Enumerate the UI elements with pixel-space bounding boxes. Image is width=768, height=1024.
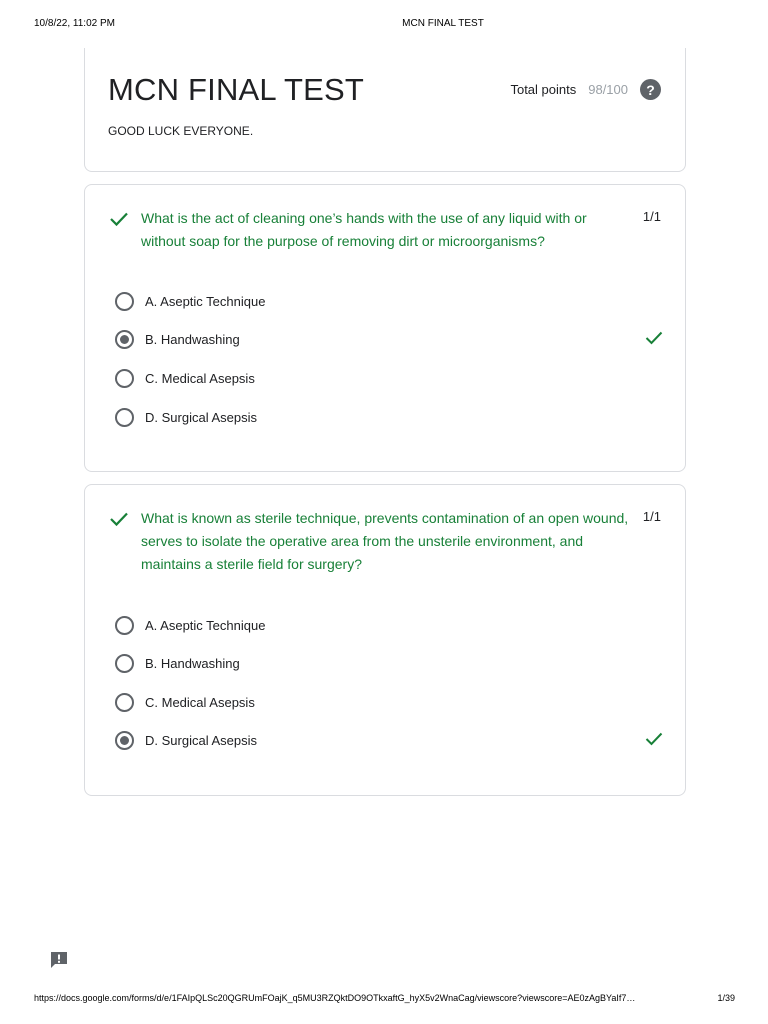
option-label: A. Aseptic Technique [145,293,266,309]
total-points [510,79,661,100]
radio-button[interactable] [115,292,134,311]
option-d[interactable] [115,728,663,752]
check-icon [109,511,129,527]
total-points-score: 98/100 [588,82,628,97]
radio-button-selected[interactable] [115,330,134,349]
print-title: MCN FINAL TEST [402,18,484,29]
check-icon [109,211,129,227]
question-points: 1/1 [642,509,661,524]
option-c[interactable] [115,366,663,390]
option-label: D. Surgical Asepsis [145,732,257,748]
option-a[interactable] [115,613,663,637]
option-d[interactable] [115,405,663,429]
radio-button[interactable] [115,369,134,388]
question-text: What is the act of cleaning one’s hands with the use of any liquid with or without soap for the purpose of removing dirt or microorganisms? [141,210,587,249]
option-b[interactable] [115,651,663,675]
radio-button[interactable] [115,654,134,673]
option-b[interactable] [115,327,663,351]
question-text: What is known as sterile technique, prevents contamination of an open wound, serves to isolate the operative area from the unsterile environment, and maintains a sterile field for surgery? [141,510,629,572]
print-date: 10/8/22, 11:02 PM [34,18,115,29]
form-title: MCN FINAL TEST [108,72,364,107]
radio-button-selected[interactable] [115,731,134,750]
check-icon [645,331,663,345]
option-label: B. Handwashing [145,655,240,671]
page-number: 1/39 [717,993,735,1003]
question-points: 1/1 [642,209,661,224]
form-header-card [84,48,686,172]
question-card [84,484,686,796]
print-header [0,18,768,32]
option-c[interactable] [115,690,663,714]
radio-button[interactable] [115,408,134,427]
option-label: C. Medical Asepsis [145,370,255,386]
option-label: A. Aseptic Technique [145,617,266,633]
radio-button[interactable] [115,616,134,635]
check-icon [645,732,663,746]
help-icon[interactable]: ? [640,79,661,100]
feedback-icon[interactable] [49,950,69,970]
option-label: C. Medical Asepsis [145,694,255,710]
option-label: B. Handwashing [145,331,240,347]
option-label: D. Surgical Asepsis [145,409,257,425]
question-card [84,184,686,472]
total-points-label: Total points [510,82,577,97]
option-a[interactable] [115,289,663,313]
form-description: GOOD LUCK EVERYONE. [108,124,254,138]
radio-button[interactable] [115,693,134,712]
page-url: https://docs.google.com/forms/d/e/1FAIpQLSc20QGRUmFOajK_q5MU3RZQktDO9OTkxaftG_hyX5v2WnaCag/viewscore?viewscore=AE0zAgBYaIf7… [34,993,636,1003]
